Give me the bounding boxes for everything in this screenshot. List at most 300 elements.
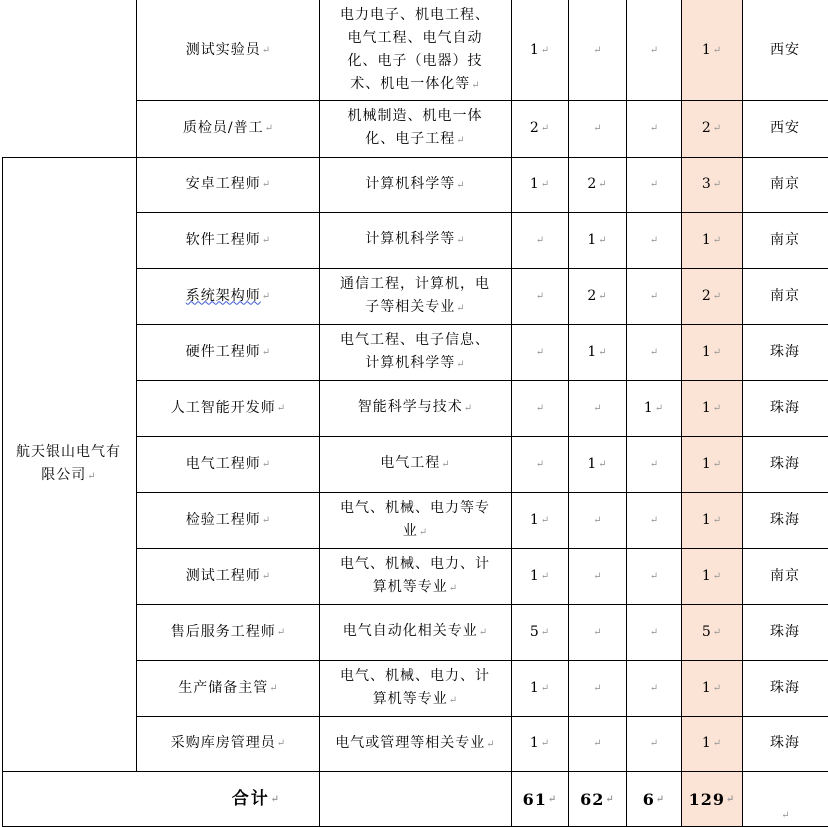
text: 电气或管理等相关专业 — [335, 734, 486, 751]
text: 测试工程师 — [185, 567, 261, 584]
paragraph-mark-icon: ↵ — [456, 302, 465, 314]
text: 1 — [701, 735, 712, 751]
paragraph-mark-icon: ↵ — [593, 626, 602, 638]
location-cell — [742, 0, 828, 100]
paragraph-mark-icon: ↵ — [654, 402, 664, 414]
count-cell — [511, 0, 568, 100]
text: 2 — [587, 176, 598, 192]
total-count-cell — [681, 660, 742, 716]
total-count-cell — [681, 380, 742, 436]
paragraph-mark-icon: ↵ — [270, 793, 280, 805]
paragraph-mark-icon: ↵ — [649, 682, 659, 694]
location-cell — [742, 716, 828, 771]
paragraph-mark-icon: ↵ — [598, 346, 607, 358]
paragraph-mark-icon: ↵ — [261, 570, 271, 582]
paragraph-mark-icon: ↵ — [456, 235, 465, 246]
paragraph-mark-icon: ↵ — [712, 626, 722, 638]
count-cell — [568, 492, 626, 548]
cell-text-line — [340, 352, 490, 376]
cell-text-line — [16, 464, 121, 488]
location-cell — [742, 100, 828, 157]
paragraph-mark-icon: ↵ — [649, 179, 659, 190]
text: 采购库房管理员 — [170, 735, 276, 751]
text: 5 — [529, 623, 540, 640]
count-cell — [511, 157, 568, 212]
text: 电气、机械、电力、计 — [340, 555, 490, 572]
paragraph-mark-icon: ↵ — [535, 346, 545, 358]
text: 电气工程师 — [185, 455, 261, 472]
text: 1 — [529, 735, 540, 751]
count-cell — [626, 157, 681, 212]
paragraph-mark-icon: ↵ — [276, 626, 286, 638]
paragraph-mark-icon: ↵ — [712, 123, 722, 134]
cell-text — [365, 228, 464, 252]
total-count-cell — [681, 268, 742, 324]
cell-text-line — [16, 441, 121, 464]
cell-text — [340, 329, 490, 376]
location-cell — [742, 436, 828, 492]
total-count-cell — [681, 100, 742, 157]
position-cell — [137, 716, 319, 771]
text: 1 — [587, 343, 598, 360]
vline — [568, 0, 569, 827]
text: 软件工程师 — [185, 231, 261, 248]
vline — [626, 0, 627, 827]
count-cell — [511, 604, 568, 660]
paragraph-mark-icon: ↵ — [598, 234, 607, 246]
text: 西安 — [770, 120, 800, 136]
text: 珠海 — [770, 399, 800, 416]
count-cell — [568, 268, 626, 324]
cell-text-line — [340, 329, 490, 352]
paragraph-mark-icon: ↵ — [547, 793, 557, 805]
paragraph-mark-icon: ↵ — [540, 123, 550, 134]
count-cell — [511, 716, 568, 771]
count-cell — [511, 268, 568, 324]
major-cell — [319, 0, 511, 100]
text: 合计 — [231, 788, 270, 809]
paragraph-mark-icon: ↵ — [261, 458, 271, 470]
text: 化、电子工程 — [365, 131, 456, 147]
paragraph-mark-icon: ↵ — [712, 346, 722, 358]
paragraph-mark-icon: ↵ — [261, 179, 271, 190]
paragraph-mark-icon: ↵ — [87, 470, 96, 482]
count-cell — [568, 716, 626, 771]
count-cell — [568, 380, 626, 436]
paragraph-mark-icon: ↵ — [448, 582, 458, 594]
text: 化、电子（电器）技 — [347, 52, 483, 69]
paragraph-mark-icon: ↵ — [712, 514, 722, 526]
cell-text-line — [358, 396, 472, 420]
text: 智能科学与技术 — [357, 399, 463, 415]
count-cell — [626, 100, 681, 157]
cell-text-line — [348, 105, 483, 128]
text: 安卓工程师 — [185, 176, 261, 192]
text: 5 — [701, 623, 712, 640]
summary-count-cell — [568, 771, 626, 827]
total-count-cell — [681, 212, 742, 268]
paragraph-mark-icon: ↵ — [441, 459, 450, 470]
cell-text — [16, 441, 121, 488]
paragraph-mark-icon: ↵ — [593, 514, 602, 526]
cell-text-line — [340, 688, 490, 712]
vline — [681, 0, 682, 827]
paragraph-mark-icon: ↵ — [649, 290, 659, 302]
text: 计算机科学等 — [365, 231, 456, 247]
cell-text — [365, 173, 464, 197]
paragraph-mark-icon: ↵ — [540, 514, 550, 526]
text: 1 — [701, 231, 712, 248]
text: 计算机科学等 — [365, 354, 456, 371]
count-cell — [626, 660, 681, 716]
text: 术、机电一体化等 — [350, 75, 471, 92]
cell-text-line — [340, 576, 490, 600]
cell-text-line — [340, 73, 490, 97]
text: 1 — [587, 455, 598, 472]
location-cell — [742, 212, 828, 268]
text: 珠海 — [770, 623, 800, 640]
text: 生产储备主管 — [178, 679, 269, 696]
text: 2 — [701, 287, 712, 304]
count-cell — [568, 660, 626, 716]
position-cell — [137, 604, 319, 660]
paragraph-mark-icon: ↵ — [605, 793, 614, 805]
text: 珠海 — [770, 679, 800, 696]
cell-text-line — [365, 228, 464, 252]
paragraph-mark-icon: ↵ — [712, 458, 722, 470]
major-cell — [319, 212, 511, 268]
paragraph-mark-icon: ↵ — [456, 135, 465, 146]
text: 1 — [587, 231, 598, 248]
paragraph-mark-icon: ↵ — [486, 738, 495, 750]
paragraph-mark-icon: ↵ — [712, 234, 722, 246]
paragraph-mark-icon: ↵ — [655, 793, 665, 805]
paragraph-mark-icon: ↵ — [456, 179, 465, 191]
paragraph-mark-icon: ↵ — [649, 514, 659, 526]
hline — [137, 604, 828, 605]
text: 西安 — [770, 41, 800, 58]
count-cell — [568, 100, 626, 157]
count-cell — [626, 0, 681, 100]
paragraph-mark-icon: ↵ — [456, 358, 465, 370]
text: 1 — [701, 511, 712, 528]
paragraph-mark-icon: ↵ — [712, 738, 722, 749]
text: 硬件工程师 — [185, 343, 261, 360]
position-cell — [137, 100, 319, 157]
paragraph-mark-icon: ↵ — [781, 810, 790, 821]
position-cell — [137, 380, 319, 436]
cell-text-line — [340, 4, 490, 27]
paragraph-mark-icon: ↵ — [649, 458, 659, 470]
vline — [742, 0, 743, 827]
count-cell — [511, 212, 568, 268]
hline — [137, 492, 828, 493]
text: 2 — [701, 120, 712, 136]
text: 人工智能开发师 — [170, 399, 276, 416]
text: 1 — [701, 455, 712, 472]
paragraph-mark-icon: ↵ — [712, 179, 722, 190]
location-cell — [742, 548, 828, 604]
hline — [2, 771, 828, 772]
paragraph-mark-icon: ↵ — [540, 682, 550, 694]
text: 1 — [529, 511, 540, 528]
paragraph-mark-icon: ↵ — [593, 682, 602, 694]
paragraph-mark-icon: ↵ — [540, 44, 550, 56]
cell-text-line — [340, 520, 490, 544]
hline — [2, 157, 828, 158]
text: 南京 — [770, 567, 800, 584]
paragraph-mark-icon: ↵ — [598, 179, 607, 190]
cell-text — [340, 497, 490, 544]
text: 1 — [701, 679, 712, 696]
vline — [319, 0, 320, 827]
text: 129 — [688, 789, 725, 809]
location-cell — [742, 492, 828, 548]
count-cell — [568, 436, 626, 492]
paragraph-mark-icon: ↵ — [535, 458, 545, 470]
cell-text-line — [340, 553, 490, 576]
count-cell — [626, 492, 681, 548]
paragraph-mark-icon: ↵ — [261, 234, 271, 246]
text: 1 — [643, 399, 654, 416]
cell-text — [348, 105, 483, 152]
paragraph-mark-icon: ↵ — [593, 123, 602, 134]
paragraph-mark-icon: ↵ — [261, 514, 271, 526]
paragraph-mark-icon: ↵ — [261, 44, 271, 56]
location-cell — [742, 157, 828, 212]
major-cell — [319, 660, 511, 716]
text: 电气工程、电子信息、 — [340, 331, 490, 348]
total-count-cell — [681, 548, 742, 604]
total-count-cell — [681, 492, 742, 548]
cell-text — [380, 452, 449, 476]
vline — [136, 0, 137, 771]
count-cell — [626, 380, 681, 436]
paragraph-mark-icon: ↵ — [448, 694, 458, 706]
text: 航天银山电气有 — [16, 443, 121, 460]
location-cell — [742, 604, 828, 660]
hline — [137, 716, 828, 717]
paragraph-mark-icon: ↵ — [276, 402, 286, 414]
hline — [137, 436, 828, 437]
text: 2 — [587, 287, 598, 304]
count-cell — [568, 548, 626, 604]
hline — [137, 268, 828, 269]
total-count-cell — [681, 0, 742, 100]
total-count-cell — [681, 157, 742, 212]
paragraph-mark-icon: ↵ — [535, 234, 545, 246]
total-count-cell — [681, 324, 742, 380]
major-cell — [319, 324, 511, 380]
paragraph-mark-icon: ↵ — [540, 626, 550, 638]
paragraph-mark-icon: ↵ — [598, 458, 607, 470]
text: 子等相关专业 — [365, 298, 456, 315]
text: 质检员/普工 — [182, 120, 264, 136]
position-cell — [137, 548, 319, 604]
cell-text — [340, 665, 490, 712]
major-cell — [319, 548, 511, 604]
hline — [137, 380, 828, 381]
count-cell — [626, 436, 681, 492]
paragraph-mark-icon: ↵ — [276, 738, 286, 749]
text: 电力电子、机电工程、 — [340, 6, 490, 23]
vline — [2, 157, 3, 827]
text: 1 — [701, 41, 712, 58]
cell-text-line — [365, 173, 464, 197]
text: 61 — [522, 789, 547, 809]
cell-text-line — [340, 50, 490, 73]
count-cell — [568, 157, 626, 212]
text: 计算机科学等 — [365, 175, 456, 192]
cell-text — [335, 732, 494, 756]
count-cell — [511, 324, 568, 380]
text: 检验工程师 — [185, 511, 261, 528]
paragraph-mark-icon: ↵ — [649, 123, 659, 134]
count-cell — [511, 436, 568, 492]
text: 1 — [701, 399, 712, 416]
text: 限公司 — [41, 466, 87, 483]
count-cell — [568, 0, 626, 100]
text: 珠海 — [770, 511, 800, 528]
location-cell — [742, 268, 828, 324]
paragraph-mark-icon: ↵ — [535, 290, 545, 302]
text: 南京 — [770, 287, 800, 304]
major-cell — [319, 157, 511, 212]
cell-text — [340, 4, 490, 97]
count-cell — [511, 492, 568, 548]
text: 1 — [701, 343, 712, 360]
paragraph-mark-icon: ↵ — [712, 682, 722, 694]
text: 3 — [701, 176, 712, 192]
text: 电气工程 — [380, 455, 441, 471]
text: 系统架构师 — [185, 287, 261, 304]
paragraph-mark-icon: ↵ — [261, 290, 271, 302]
paragraph-mark-icon: ↵ — [649, 738, 659, 749]
paragraph-mark-icon: ↵ — [540, 570, 550, 582]
position-cell — [137, 436, 319, 492]
major-cell — [319, 436, 511, 492]
summary-count-cell — [681, 771, 742, 827]
text: 业 — [402, 522, 418, 539]
paragraph-mark-icon: ↵ — [269, 682, 278, 694]
text: 算机等专业 — [372, 578, 448, 595]
count-cell — [626, 604, 681, 660]
major-cell — [319, 380, 511, 436]
text: 售后服务工程师 — [170, 623, 276, 640]
cell-text-line — [340, 273, 490, 296]
paragraph-mark-icon: ↵ — [471, 79, 480, 91]
cell-text-line — [335, 732, 494, 756]
cell-text — [340, 553, 490, 600]
count-cell — [626, 324, 681, 380]
cell-text-line — [340, 296, 490, 320]
position-cell — [137, 660, 319, 716]
hline — [137, 324, 828, 325]
text: 机械制造、机电一体 — [347, 108, 483, 124]
paragraph-mark-icon: ↵ — [535, 402, 545, 414]
paragraph-mark-icon: ↵ — [649, 346, 659, 358]
count-cell — [626, 268, 681, 324]
paragraph-mark-icon: ↵ — [478, 627, 488, 638]
text: 电气自动化相关专业 — [342, 623, 478, 639]
text: 电气工程、电气自动 — [347, 29, 483, 46]
vline — [511, 0, 512, 827]
text: 电气、机械、电力等专 — [340, 499, 490, 516]
text: 南京 — [770, 176, 800, 192]
text: 62 — [580, 789, 605, 809]
summary-label-cell — [0, 771, 511, 827]
position-cell — [137, 0, 319, 100]
count-cell — [511, 660, 568, 716]
count-cell — [568, 604, 626, 660]
total-count-cell — [681, 716, 742, 771]
hline — [137, 100, 828, 101]
paragraph-mark-icon: ↵ — [593, 738, 602, 749]
paragraph-mark-icon: ↵ — [712, 570, 722, 582]
text: 测试实验员 — [185, 41, 261, 58]
text: 南京 — [770, 231, 800, 248]
paragraph-mark-icon: ↵ — [649, 570, 659, 582]
count-cell — [626, 212, 681, 268]
text: 珠海 — [770, 735, 800, 751]
text: 6 — [642, 789, 655, 809]
cell-text-line — [340, 665, 490, 688]
summary-count-cell — [511, 771, 568, 827]
count-cell — [568, 324, 626, 380]
paragraph-mark-icon: ↵ — [712, 290, 722, 302]
hline — [137, 212, 828, 213]
text: 通信工程，计算机，电 — [340, 275, 490, 292]
text: 1 — [529, 567, 540, 584]
count-cell — [626, 716, 681, 771]
location-cell — [742, 324, 828, 380]
paragraph-mark-icon: ↵ — [593, 44, 602, 56]
text: 电气、机械、电力、计 — [340, 667, 490, 684]
cell-text-line — [380, 452, 449, 476]
paragraph-mark-icon: ↵ — [598, 290, 607, 302]
text: 1 — [701, 567, 712, 584]
text: 2 — [529, 120, 540, 136]
summary-count-cell — [626, 771, 681, 827]
text: 珠海 — [770, 455, 800, 472]
total-count-cell — [681, 604, 742, 660]
company-cell — [0, 157, 137, 771]
paragraph-mark-icon: ↵ — [418, 526, 428, 538]
paragraph-mark-icon: ↵ — [649, 234, 659, 246]
paragraph-mark-icon: ↵ — [593, 402, 602, 414]
major-cell — [319, 492, 511, 548]
text: 珠海 — [770, 343, 800, 360]
text: 1 — [529, 41, 540, 58]
count-cell — [511, 380, 568, 436]
position-cell — [137, 324, 319, 380]
position-cell — [137, 157, 319, 212]
cell-text — [343, 620, 487, 644]
text: 1 — [529, 679, 540, 696]
count-cell — [511, 548, 568, 604]
text: 1 — [529, 176, 540, 192]
cell-text — [358, 396, 472, 420]
position-cell — [137, 268, 319, 324]
location-cell — [742, 660, 828, 716]
paragraph-mark-icon: ↵ — [649, 626, 659, 638]
major-cell — [319, 604, 511, 660]
paragraph-mark-icon: ↵ — [540, 738, 550, 749]
paragraph-mark-icon: ↵ — [712, 44, 722, 56]
major-cell — [319, 100, 511, 157]
major-cell — [319, 716, 511, 771]
count-cell — [511, 100, 568, 157]
